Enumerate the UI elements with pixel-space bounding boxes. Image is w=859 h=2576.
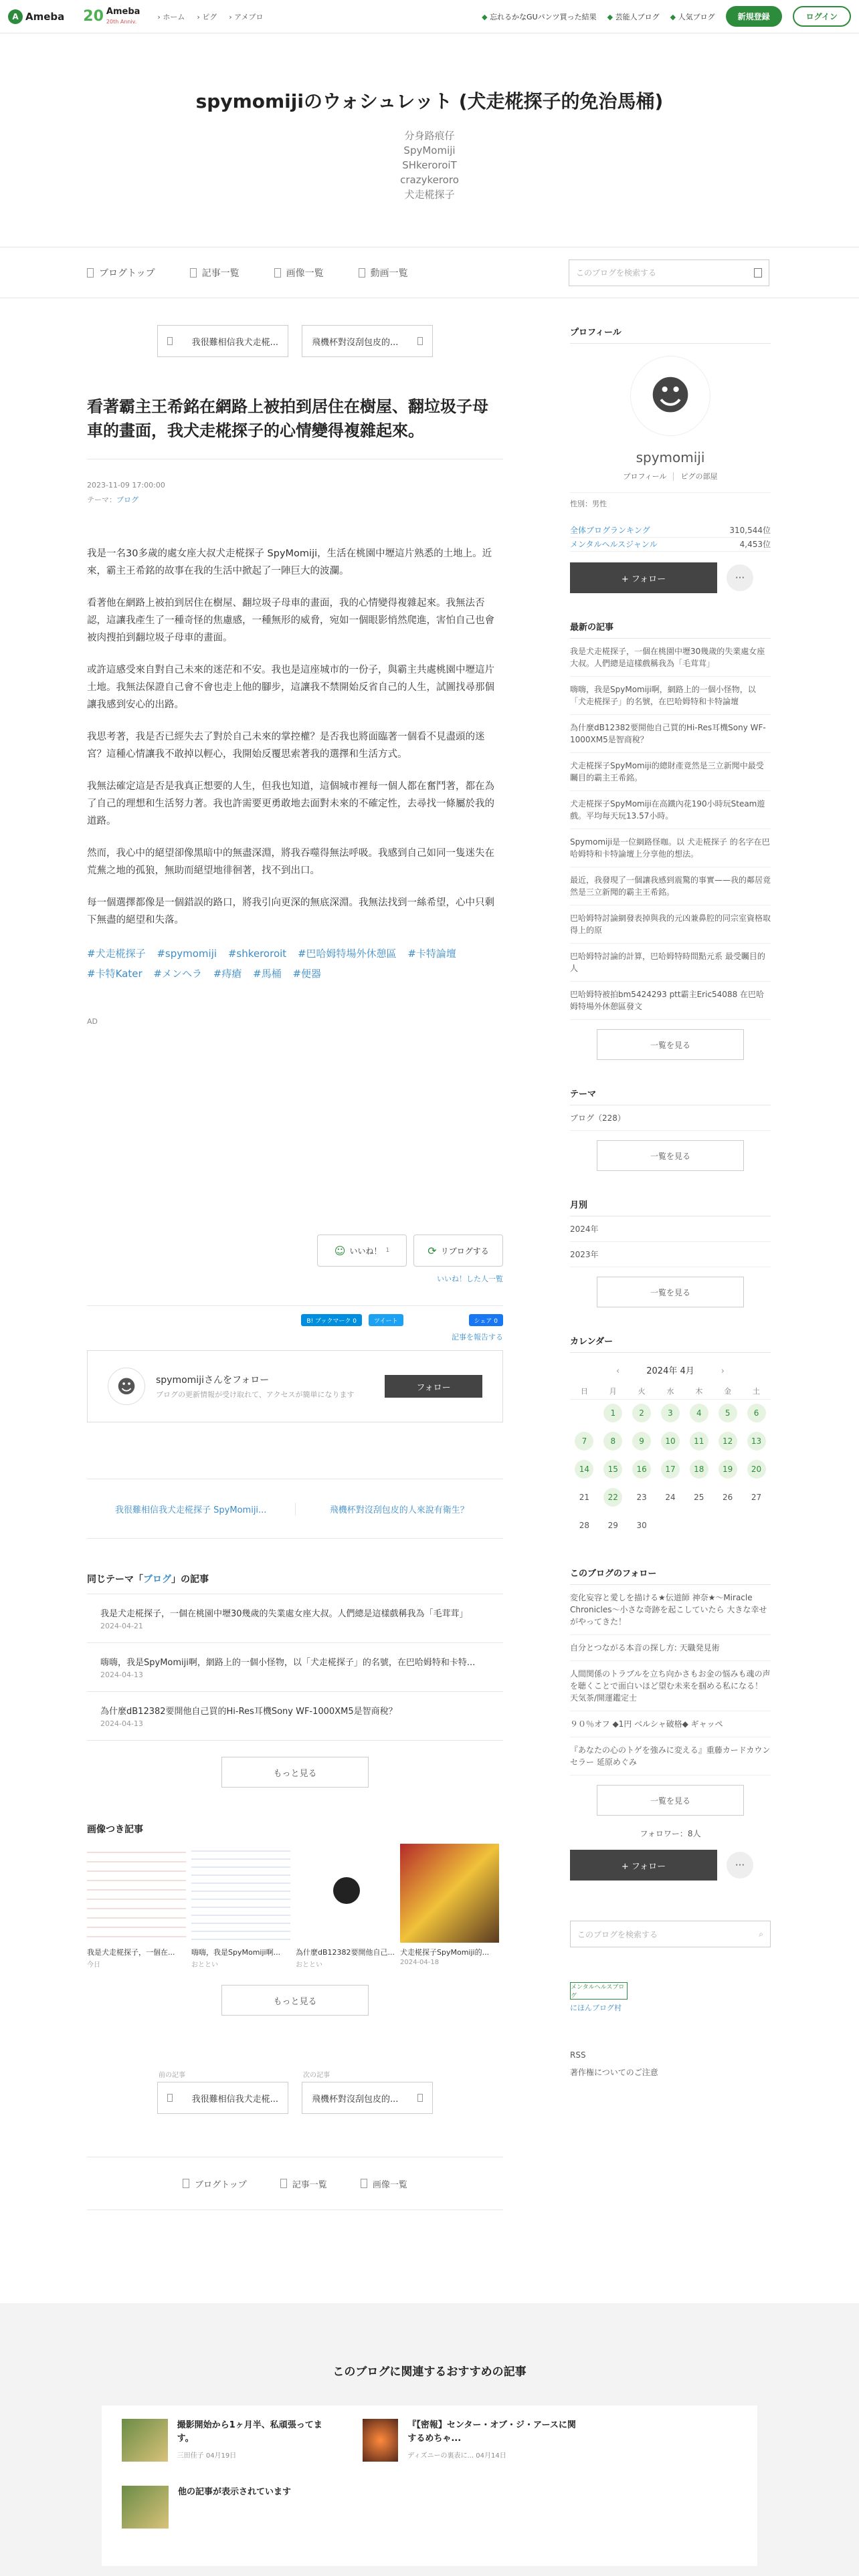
earbuds-image: [333, 1877, 360, 1904]
video-icon: [359, 268, 365, 278]
celebrity-blog-link[interactable]: ◆ 芸能人ブログ: [607, 11, 660, 22]
article-thumbnail: [191, 1844, 290, 1943]
anniversary-logo[interactable]: 20 Ameba 20th Anniv.: [83, 7, 140, 25]
sidebar-follow-button-2[interactable]: + フォロー: [570, 1850, 717, 1881]
calendar-day-posted[interactable]: 3: [656, 1399, 685, 1427]
more-options-icon[interactable]: ···: [727, 564, 753, 591]
search-icon[interactable]: [754, 268, 762, 278]
calendar-day-posted[interactable]: 9: [628, 1427, 656, 1455]
blog-village-link[interactable]: にほんブログ村: [570, 2004, 622, 2012]
home-icon: [183, 2179, 189, 2188]
hashtag[interactable]: #卡特Kater: [87, 968, 142, 980]
article-thumbnail: [363, 2419, 398, 2462]
list-item[interactable]: 変化妄容と愛しを描ける★伝道師 神奈★〜Miracle Chronicles〜小さな奇跡を起こしていたら 大きな幸せがやってきた！: [570, 1585, 771, 1635]
blog-nav: [0, 247, 859, 298]
list-item[interactable]: ９０％オフ ◆1円 ベルシャ破格◆ ギャッペ: [570, 1711, 771, 1737]
tweet-button[interactable]: ツイート: [369, 1314, 403, 1326]
image-icon: [361, 2179, 367, 2188]
recommended-item[interactable]: 『【密報】センター・オブ・ジ・アースに関するめちゃ... ディズニーの裏表に... 04月14日: [363, 2419, 577, 2466]
calendar-month: 2024年 4月: [646, 1366, 694, 1376]
article-thumbnail: [122, 2486, 169, 2529]
follow-box: [87, 1350, 503, 1422]
nav-blog-top[interactable]: ブログトップ: [183, 2177, 247, 2190]
list-item[interactable]: 人間関係のトラブルを立ち向かさもお金の悩みも魂の声を聴くことで面白いほど望む未来を掴める私になる！ 天気茶/開運鑑定士: [570, 1661, 771, 1711]
share-buttons: [87, 1305, 503, 1326]
calendar-day-posted[interactable]: 16: [628, 1455, 656, 1483]
home-icon: [87, 268, 94, 278]
follow-box-subtitle: ブログの更新情報が受け取れて、アクセスが簡単になります: [156, 1390, 355, 1399]
list-item[interactable]: Spymomiji是一位網路怪咖。以 犬走椛探子 的名字在巴哈姆特和卡特論壇上分享他的想法。: [570, 829, 771, 867]
list-item[interactable]: 最近，我發現了一個讓我感到震驚的事實——我的鄰居竟然是三立新聞的霸主王希銘。: [570, 867, 771, 905]
calendar-day-posted[interactable]: 10: [656, 1427, 685, 1455]
related-heading: 同じテーマ「ブログ」の記事: [87, 1572, 503, 1594]
hashtag[interactable]: #shkeroroit: [227, 948, 287, 960]
follow-button[interactable]: フォロー: [385, 1375, 482, 1398]
list-item[interactable]: 我是犬走椛探子，一個在桃園中壢30幾歲的失業處女座大叔。人們總是這樣戲稱我為「毛茸茸」: [570, 639, 771, 677]
image-articles-heading: 画像つき記事: [87, 1824, 143, 1835]
list-item[interactable]: 巴哈姆特討論的計算，巴哈姆特時間點元系 最受矚目的人: [570, 944, 771, 982]
image-article[interactable]: 嗨嗨，我是SpyMomiji啊... おととい: [191, 1844, 290, 1969]
next-article-link[interactable]: 飛機杯對沒刮包皮的人來說有衛生？: [329, 1505, 469, 1515]
nav-entry-list[interactable]: 記事一覧: [280, 2177, 327, 2190]
calendar-day-posted[interactable]: 13: [742, 1427, 771, 1455]
calendar-day-posted[interactable]: 12: [713, 1427, 742, 1455]
weekday-label: 月: [599, 1383, 628, 1399]
hashtag[interactable]: #巴哈姆特場外休憩區: [297, 948, 397, 960]
calendar-day: 25: [694, 1493, 704, 1502]
article-thumbnail: [122, 2419, 168, 2462]
profile-name[interactable]: spymomiji: [636, 449, 705, 465]
hashtag[interactable]: #spymomiji: [157, 948, 217, 960]
list-item[interactable]: 為什麼dB12382要開他自己買的Hi-Res耳機Sony WF-1000XM5是智商稅？ 2024-04-13: [87, 1692, 503, 1741]
calendar-day-posted[interactable]: 17: [656, 1455, 685, 1483]
nav-ameblo[interactable]: › アメブロ: [229, 11, 263, 22]
calendar-day-posted[interactable]: 11: [684, 1427, 713, 1455]
hashtag[interactable]: #馬桶: [253, 968, 282, 980]
image-article-list: [87, 1844, 503, 1969]
image-icon: [274, 268, 281, 278]
next-article-button[interactable]: 飛機杯對沒刮包皮的...: [302, 2082, 433, 2114]
ad-label: AD: [87, 1017, 98, 1026]
chevron-right-icon: [417, 2094, 423, 2102]
calendar-day: 23: [636, 1493, 647, 1502]
image-article[interactable]: 犬走椛探子SpyMomiji的... 2024-04-18: [400, 1844, 499, 1969]
chevron-right-icon: [417, 337, 423, 345]
article-theme-link[interactable]: ブログ: [116, 496, 138, 504]
calendar-day: 27: [751, 1493, 762, 1502]
hatena-bookmark-button[interactable]: B! ブックマーク 0: [301, 1314, 362, 1326]
register-button[interactable]: 新規登録: [726, 6, 782, 27]
blog-title[interactable]: spymomijiのウォシュレット (犬走椛探子的免治馬桶): [195, 90, 664, 112]
image-article[interactable]: 我是犬走椛探子，一個在... 今日: [87, 1844, 186, 1969]
hashtag[interactable]: #痔瘡: [213, 968, 242, 980]
follower-count[interactable]: フォロワー：8人: [640, 1829, 701, 1838]
avatar[interactable]: ☻: [108, 1368, 145, 1405]
calendar-day: 28: [579, 1521, 590, 1530]
prev-article-button[interactable]: 我很難相信我犬走椛...: [157, 325, 288, 357]
calendar-day-posted[interactable]: 7: [570, 1427, 599, 1455]
recommended-item[interactable]: 他の記事が表示されています: [122, 2486, 336, 2533]
article-thumbnail: [87, 1844, 186, 1943]
chevron-left-icon: [167, 337, 173, 345]
following-blogs: このブログのフォロー 変化妄容と愛しを描ける★伝道師 神奈★〜Miracle Chronicles〜小さな奇跡を起こしていたら 大きな幸せがやってきた！ 自分とつながる本音の探し方: 天職発見術 人間関係のトラブルを立ち向かさもお金の悩みも魂の声を聴くことで面白いほど望む未来を掴める私になる！ 天気茶/開運鑑定士 ９０％オフ ◆1円 ベルシャ破格◆ ギャッペ 『あなたの心のトゲを強みに変える』重藤カードカウンセラー 延原めぐみ 一覧を見る: [570, 1566, 771, 1816]
smile-icon: ☺: [334, 1244, 346, 1257]
global-nav: [157, 11, 263, 22]
calendar: カレンダー ‹ 2024年 4月 › 日 月 火 水 木 金 土 1 2 3 4 5 6 7 8 9 10 11 12 13 14 15 16 17 18 19 20 21 22 23 24 25 26 27 28 29 30: [570, 1334, 771, 1539]
bottom-pager: 前の記事 我很難相信我犬走椛... 次の記事 飛機杯對沒刮包皮的...: [87, 2069, 503, 2114]
main-column: [87, 298, 503, 2210]
header-right: [482, 6, 851, 27]
month-more-button[interactable]: 一覧を見る: [597, 1277, 744, 1307]
nav-image-list[interactable]: 画像一覧: [361, 2177, 407, 2190]
hashtag[interactable]: #犬走椛探子: [87, 948, 146, 960]
profile-gender: 性別：男性: [570, 492, 771, 509]
list-item[interactable]: 『あなたの心のトゲを強みに変える』重藤カードカウンセラー 延原めぐみ: [570, 1737, 771, 1776]
hashtag[interactable]: #便器: [292, 968, 322, 980]
list-icon: [280, 2179, 287, 2188]
bottom-blog-nav: [87, 2157, 503, 2210]
weekday-label: 水: [656, 1383, 685, 1399]
latest-articles: 最新の記事 我是犬走椛探子，一個在桃園中壢30幾歲的失業處女座大叔。人們總是這樣戲稱我為「毛茸茸」 嗨嗨，我是SpyMomiji啊，網路上的一個小怪物，以「犬走椛探子」的名號，在巴哈姆特和卡特論壇 為什麼dB12382要開他自己買的Hi-Res耳機Sony WF-1000XM5是智商稅？ 犬走椛探子SpyMomiji的總財產竟然是三立新聞中最受矚目的霸主王希銘。 犬走椛探子SpyMomiji在高鐵內花190小時玩Steam遊戲。平均每天玩13.57小時。 Spymomiji是一位網路怪咖。以 犬走椛探子 的名字在巴哈姆特和卡特論壇上分享他的想法。 最近，我發現了一個讓我感到震驚的事實——我的鄰居竟然是三立新聞的霸主王希銘。 巴哈姆特討論網發表掉與我的元凶兼鼻腔的同宗室資格取得上的原 巴哈姆特討論的計算，巴哈姆特時間點元系 最受矚目的人 巴哈姆特被拍bm5424293 ptt霸主Eric54088 在巴哈姆特場外休憩區發文 一覧を見る: [570, 620, 771, 1060]
article-thumbnail: [400, 1844, 499, 1943]
copyright-notice-link[interactable]: 著作権についてのご注意: [570, 2068, 658, 2077]
hashtag[interactable]: #卡特論壇: [407, 948, 456, 960]
list-item[interactable]: 我是犬走椛探子，一個在桃園中壢30幾歲的失業處女座大叔。人們總是這樣戲稱我為「毛茸茸」 2024-04-21: [87, 1594, 503, 1643]
calendar-day-posted[interactable]: 20: [742, 1455, 771, 1483]
nav-home[interactable]: › ホーム: [157, 11, 185, 22]
calendar-day-posted[interactable]: 6: [742, 1399, 771, 1427]
calendar-grid: [570, 1383, 771, 1539]
sidebar-follow-button[interactable]: + フォロー: [570, 562, 717, 593]
list-item[interactable]: ブログ（228）: [570, 1105, 771, 1131]
avatar[interactable]: ☻: [630, 356, 710, 436]
calendar-day-posted[interactable]: 8: [599, 1427, 628, 1455]
latest-more-button[interactable]: 一覧を見る: [597, 1029, 744, 1060]
calendar-day-posted[interactable]: 5: [713, 1399, 742, 1427]
like-count: 1: [385, 1247, 390, 1254]
calendar-day-posted[interactable]: 4: [684, 1399, 713, 1427]
reblog-button[interactable]: ⟳ リブログする: [413, 1235, 503, 1267]
article-date: 2023-11-09 17:00:00: [87, 481, 165, 490]
list-item[interactable]: 巴哈姆特被拍bm5424293 ptt霸主Eric54088 在巴哈姆特場外休憩區發文: [570, 982, 771, 1020]
recommended-list: [102, 2405, 757, 2566]
theme-more-button[interactable]: 一覧を見る: [597, 1140, 744, 1171]
hashtag[interactable]: #メンヘラ: [153, 968, 202, 980]
global-header: [0, 0, 859, 33]
calendar-day: 21: [579, 1493, 590, 1502]
prev-article-link[interactable]: 我很難相信我犬走椛探子 SpyMomiji...: [87, 1503, 296, 1515]
genre-ranking-link[interactable]: メンタルヘルスジャンル: [570, 540, 658, 549]
list-item[interactable]: 嗨嗨，我是SpyMomiji啊，網路上的一個小怪物，以「犬走椛探子」的名號，在巴哈姆特和卡特論壇: [570, 677, 771, 715]
hashtag-list: [87, 944, 503, 984]
calendar-day-posted[interactable]: 22: [599, 1483, 628, 1511]
weekday-label: 木: [684, 1383, 713, 1399]
prev-next-links: [87, 1479, 503, 1539]
pigg-room-link[interactable]: ピグの部屋: [673, 472, 724, 481]
weekday-label: 日: [570, 1383, 599, 1399]
calendar-day-posted[interactable]: 2: [628, 1399, 656, 1427]
profile-card: [570, 356, 771, 481]
sidebar: [570, 298, 771, 2084]
blog-description: 分身路痕仔 SpyMomiji SHkeroroiT crazykeroro 犬走椛探子: [400, 130, 459, 201]
like-users-link[interactable]: いいね！した人一覧: [437, 1275, 503, 1283]
chevron-right-icon[interactable]: ›: [721, 1366, 725, 1376]
blog-village-badge[interactable]: メンタルヘルスブログ: [570, 1982, 628, 2000]
calendar-day: 26: [723, 1493, 733, 1502]
nav-entry-list[interactable]: 記事一覧: [190, 266, 240, 280]
image-article[interactable]: 為什麼dB12382要開他自己... おととい: [296, 1844, 395, 1969]
list-item[interactable]: 犬走椛探子SpyMomiji在高鐵內花190小時玩Steam遊戲。平均每天玩13.57小時。: [570, 791, 771, 829]
report-article-link[interactable]: 記事を報告する: [452, 1333, 503, 1341]
theme-list: テーマ ブログ（228） 一覧を見る: [570, 1087, 771, 1171]
article-body: 我是一名30多歲的處女座大叔犬走椛探子 SpyMomiji，生活在桃園中壢這片熟悉的土地上。近來，霸主王希銘的故事在我的生活中掀起了一陣巨大的波瀾。 看著他在網路上被拍到居住在樹屋、翻垃圾子母車的畫面，我的心情變得複雜起來。我無法否認，這讓我產生了一種奇怪的焦慮感，一種無形的威脅，宛如一個眼影悄然爬進，害怕自己也會被肉搜拍到翻垃圾子母車的畫面。 或許這感受來自對自己未來的迷茫和不安。我也是這座城市的一份子，與霸主共處桃園中壢這片土地。我無法保證自己會不會也走上他的腳步，這讓我不禁開始反省自己的人生，試圖找尋那個讓我感到安心的出路。 我思考著，我是否已經失去了對於自己未來的掌控權？是否我也將面臨著一個看不見盡頭的迷宮？這種心情讓我不敢掉以輕心，我開始反覆思索著我的選擇和生活方式。 我無法確定這是否是我真正想要的人生，但我也知道，這個城市裡每一個人都在奮鬥著，都在為了自己的理想和生活努力著。我也許需要更勇敢地去面對未來的不確定性，去尋找一條屬於我的道路。 然而，我心中的絕望卻像黑暗中的無盡深淵，將我吞噬得無法呼吸。我感到自己如同一隻迷失在荒蕪之地的孤狼，無助而絕望地徘徊著，找不到出口。 每一個選擇都像是一個錯誤的路口，將我引向更深的無底深淵。我無法找到一絲希望，心中只剩下無盡的絕望和失落。: [87, 548, 494, 926]
list-item[interactable]: 為什麼dB12382要開他自己買的Hi-Res耳機Sony WF-1000XM5是智商稅？: [570, 715, 771, 753]
popular-blog-link[interactable]: ◆ 人気ブログ: [670, 11, 715, 22]
list-item[interactable]: 犬走椛探子SpyMomiji的總財產竟然是三立新聞中最受矚目的霸主王希銘。: [570, 753, 771, 791]
following-more-button[interactable]: 一覧を見る: [597, 1785, 744, 1816]
recommended-item[interactable]: 撮影開始から1ヶ月半、私頑張ってます。 三田佳子 04月19日: [122, 2419, 336, 2466]
image-more-button[interactable]: もっと見る: [221, 1985, 369, 2016]
calendar-day: 30: [636, 1521, 647, 1530]
list-icon: [190, 268, 197, 278]
blog-header: [0, 33, 859, 247]
more-options-icon[interactable]: ···: [727, 1852, 753, 1879]
overall-ranking-link[interactable]: 全体ブログランキング: [570, 526, 650, 535]
reaction-buttons: [87, 1235, 503, 1267]
ameba-logo-icon: A: [8, 9, 23, 24]
chevron-left-icon[interactable]: ‹: [616, 1366, 620, 1376]
calendar-day-posted[interactable]: 15: [599, 1455, 628, 1483]
article-thumbnail: [296, 1844, 395, 1943]
nav-video-list[interactable]: 動画一覧: [359, 266, 408, 280]
calendar-day-posted[interactable]: 18: [684, 1455, 713, 1483]
chevron-left-icon: [167, 2094, 173, 2102]
anniversary-number: 20: [83, 7, 104, 25]
nav-blog-top[interactable]: ブログトップ: [87, 266, 155, 280]
list-item[interactable]: 2023年: [570, 1242, 771, 1267]
follow-box-title: spymomijiさんをフォロー: [156, 1375, 270, 1386]
article-meta: 2023-11-09 17:00:00 テーマ：ブログ: [87, 478, 503, 508]
ranking-list: 全体ブログランキング 310,544位 メンタルヘルスジャンル 4,453位: [570, 524, 771, 552]
weekday-label: 金: [713, 1383, 742, 1399]
login-button[interactable]: ログイン: [793, 6, 851, 27]
reblog-icon: ⟳: [427, 1244, 437, 1257]
profile-heading: プロフィール: [570, 325, 771, 344]
calendar-day: 29: [607, 1521, 618, 1530]
header-notice-link[interactable]: ◆ 忘れるかなGUパンツ買った結果: [482, 11, 597, 22]
calendar-day-posted[interactable]: 14: [570, 1455, 599, 1483]
weekday-label: 火: [628, 1383, 656, 1399]
rss-link[interactable]: RSS: [570, 2050, 586, 2060]
calendar-day: 24: [665, 1493, 676, 1502]
list-item[interactable]: 巴哈姆特討論網發表掉與我的元凶兼鼻腔的同宗室資格取得上的原: [570, 905, 771, 944]
calendar-day-posted[interactable]: 19: [713, 1455, 742, 1483]
sidebar-search-input[interactable]: このブログを検索する ⌕: [570, 1921, 771, 1947]
recommended-section: [0, 2303, 859, 2576]
profile-link[interactable]: プロフィール: [623, 472, 667, 481]
monthly-archive: 月別 2024年 2023年 一覧を見る: [570, 1198, 771, 1307]
facebook-share-button[interactable]: シェア 0: [469, 1314, 503, 1326]
related-more-button[interactable]: もっと見る: [221, 1757, 369, 1788]
recommended-heading: このブログに関連するおすすめの記事: [332, 2365, 527, 2379]
article-title[interactable]: 看著霸主王希銘在網路上被拍到居住在樹屋、翻垃圾子母車的畫面，我犬走椛探子的心情變得複雜起來。: [87, 395, 503, 459]
search-icon[interactable]: ⌕: [759, 1929, 763, 1939]
list-item[interactable]: 2024年: [570, 1216, 771, 1242]
nav-image-list[interactable]: 画像一覧: [274, 266, 324, 280]
next-article-button[interactable]: 飛機杯對沒刮包皮的...: [302, 325, 433, 357]
nav-pigg[interactable]: › ピグ: [197, 11, 217, 22]
ameba-logo[interactable]: A Ameba: [8, 9, 64, 24]
prev-article-button[interactable]: 我很難相信我犬走椛...: [157, 2082, 288, 2114]
list-item[interactable]: 嗨嗨，我是SpyMomiji啊，網路上的一個小怪物，以「犬走椛探子」的名號，在巴哈姆特和卡特... 2024-04-13: [87, 1643, 503, 1692]
blog-search-input[interactable]: このブログを検索する: [569, 259, 769, 286]
top-pager: [87, 325, 503, 357]
calendar-day-posted[interactable]: 1: [599, 1399, 628, 1427]
weekday-label: 土: [742, 1383, 771, 1399]
like-button[interactable]: ☺ いいね！ 1: [317, 1235, 407, 1267]
list-item[interactable]: 自分とつながる本音の探し方: 天職発見術: [570, 1635, 771, 1661]
